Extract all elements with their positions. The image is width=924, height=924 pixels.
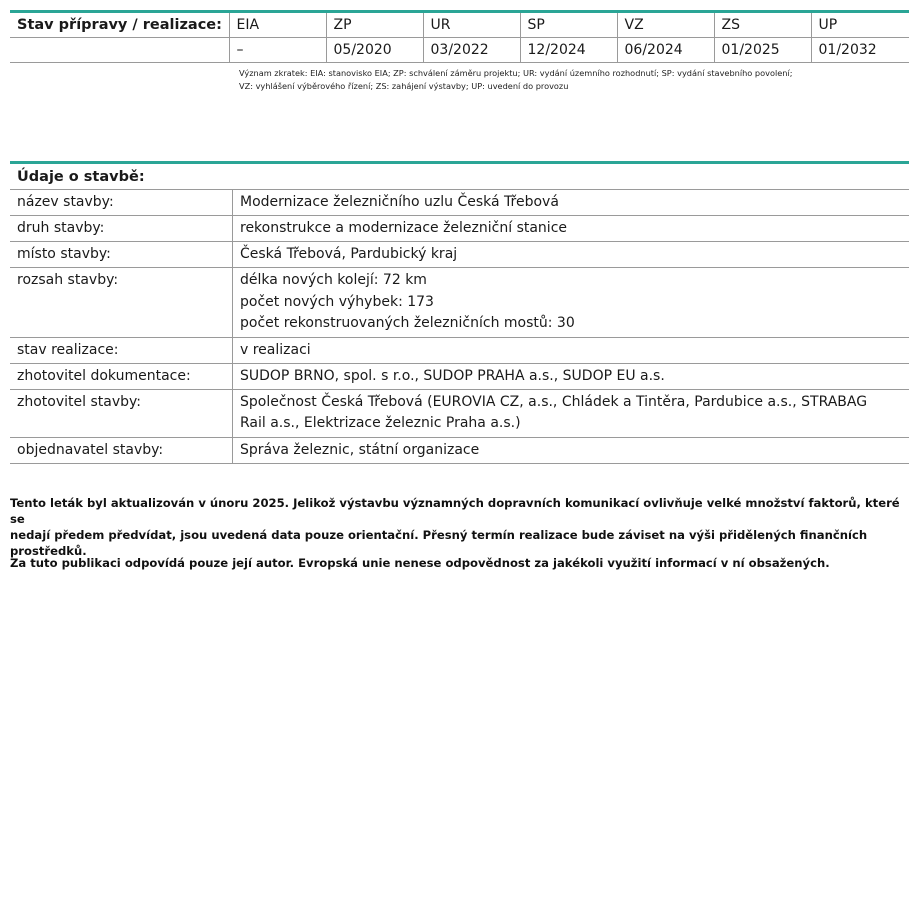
- info-label: objednavatel stavby:: [10, 438, 233, 463]
- info-row-documentation-contractor: [10, 364, 909, 390]
- info-value: [233, 242, 909, 267]
- legend-line-1: Význam zkratek: EIA: stanovisko EIA; ZP: schválení záměru projektu; UR: vydání územního rozhodnutí; SP: vydání stavebního povolení;: [239, 68, 793, 78]
- info-row-scope: [10, 268, 909, 338]
- update-note-line-2: nedají předem předvídat, jsou uvedená data pouze orientační. Přesný termín realizace bude záviset na výši přidělených finančních prostředků.: [10, 528, 868, 558]
- info-row-client: [10, 438, 909, 464]
- info-value-line: počet rekonstruovaných železničních mostů: 30: [240, 315, 575, 331]
- status-value-sp: 12/2024: [520, 38, 617, 63]
- status-value-zp: 05/2020: [326, 38, 423, 63]
- info-row-name: [10, 190, 909, 216]
- info-value: [233, 438, 909, 463]
- status-table: [10, 13, 909, 63]
- status-codes-row: [10, 13, 909, 38]
- info-label: druh stavby:: [10, 216, 233, 241]
- info-row-type: [10, 216, 909, 242]
- info-value-line: Rail a.s., Elektrizace železnic Praha a.s.): [240, 415, 521, 431]
- info-value-line: Správa železnic, státní organizace: [240, 441, 480, 458]
- status-value-ur: 03/2022: [423, 38, 520, 63]
- info-value-line: SUDOP BRNO, spol. s r.o., SUDOP PRAHA a.s., SUDOP EU a.s.: [240, 367, 665, 384]
- status-section: [10, 10, 909, 93]
- info-row-construction-contractor: [10, 390, 909, 438]
- info-label: místo stavby:: [10, 242, 233, 267]
- info-value: [233, 338, 909, 363]
- info-value-line: délka nových kolejí: 72 km: [240, 272, 427, 288]
- info-value-line: Společnost Česká Třebová (EUROVIA CZ, a.s., Chládek a Tintěra, Pardubice a.s., STRABAG: [240, 393, 868, 410]
- status-code-ur: UR: [423, 13, 520, 38]
- status-blank-cell: [10, 38, 229, 63]
- legend-line-2: VZ: vyhlášení výběrového řízení; ZS: zahájení výstavby; UP: uvedení do provozu: [239, 81, 569, 91]
- info-label: zhotovitel stavby:: [10, 390, 233, 437]
- status-code-zp: ZP: [326, 13, 423, 38]
- info-label: rozsah stavby:: [10, 268, 233, 337]
- status-code-zs: ZS: [714, 13, 811, 38]
- info-label: stav realizace:: [10, 338, 233, 363]
- info-value: [233, 390, 909, 437]
- info-value: [233, 268, 909, 337]
- status-code-vz: VZ: [617, 13, 714, 38]
- eu-disclaimer: Za tuto publikaci odpovídá pouze její autor. Evropská unie nenese odpovědnost za jakékoli využití informací v ní obsažených.: [10, 556, 830, 570]
- info-value-line: Česká Třebová, Pardubický kraj: [240, 246, 458, 262]
- info-row-location: [10, 242, 909, 268]
- status-code-eia: EIA: [229, 13, 326, 38]
- status-values-row: [10, 38, 909, 63]
- info-title: Údaje o stavbě:: [10, 164, 909, 190]
- info-label: zhotovitel dokumentace:: [10, 364, 233, 389]
- status-code-sp: SP: [520, 13, 617, 38]
- status-value-eia: –: [229, 38, 326, 63]
- status-value-up: 01/2032: [811, 38, 909, 63]
- info-row-status: [10, 338, 909, 364]
- info-value-line: Modernizace železničního uzlu Česká Třebová: [240, 194, 559, 210]
- building-info-section: [10, 161, 909, 464]
- info-value: [233, 190, 909, 215]
- info-label: název stavby:: [10, 190, 233, 215]
- info-value: [233, 364, 909, 389]
- info-value-line: rekonstrukce a modernizace železniční stanice: [240, 220, 568, 236]
- update-note: [10, 495, 915, 559]
- abbreviation-legend: [239, 67, 909, 93]
- status-value-vz: 06/2024: [617, 38, 714, 63]
- update-note-line-1: Tento leták byl aktualizován v únoru 2025. Jelikož výstavbu významných dopravních komunikací ovlivňuje velké množství faktorů, které se: [10, 496, 900, 526]
- info-value-line: v realizaci: [240, 341, 311, 358]
- info-value-line: počet nových výhybek: 173: [240, 293, 434, 310]
- status-value-zs: 01/2025: [714, 38, 811, 63]
- status-code-up: UP: [811, 13, 909, 38]
- status-heading: Stav přípravy / realizace:: [10, 13, 229, 38]
- info-value: [233, 216, 909, 241]
